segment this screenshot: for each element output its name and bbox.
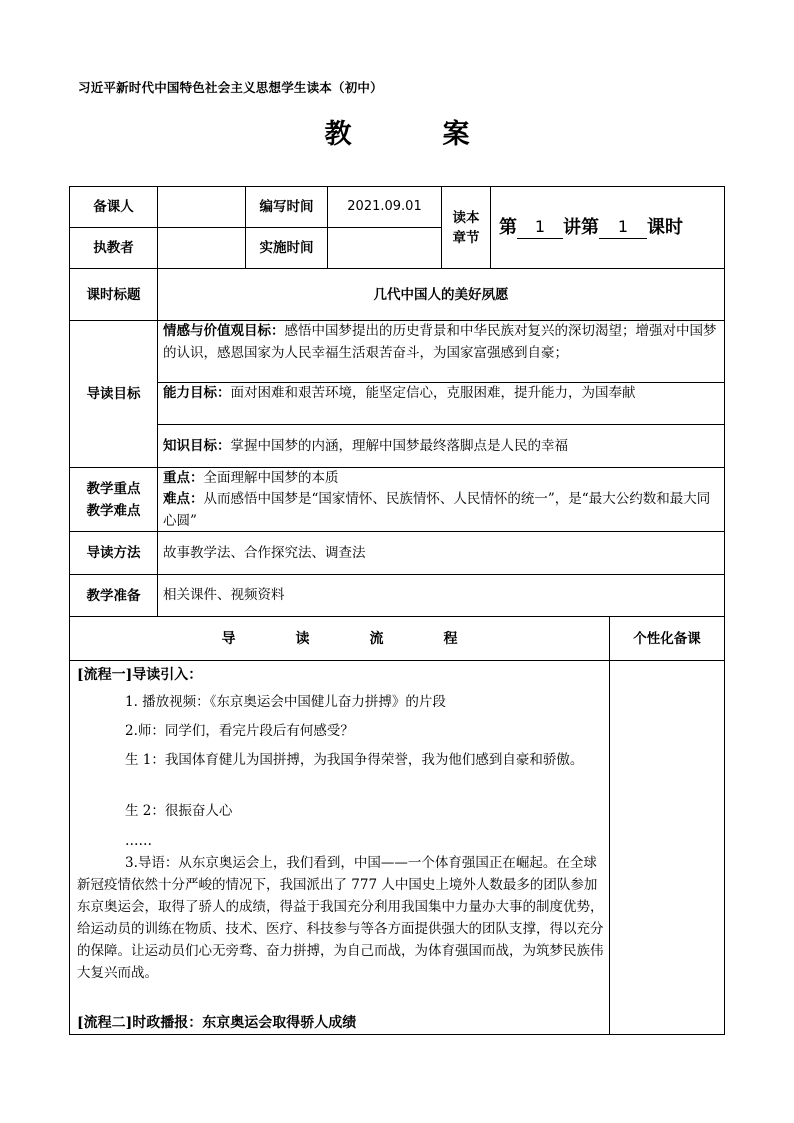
flow-heading-3: 流 xyxy=(369,630,384,647)
impl-time-value xyxy=(328,228,441,268)
prep-label: 教学准备 xyxy=(86,587,141,604)
chapter-label-line-1: 读本 xyxy=(452,209,480,226)
preparer-value xyxy=(158,187,245,227)
flow-heading xyxy=(70,617,609,660)
teacher-label: 执教者 xyxy=(93,240,134,256)
chapter-label xyxy=(442,187,490,268)
goal-ability xyxy=(163,382,719,404)
key-label: 重点： xyxy=(163,470,204,486)
prep-value: 相关课件、视频资料 xyxy=(163,587,285,603)
flow-paragraph-1: 1. 播放视频：《东京奥运会中国健儿奋力拼搏》的片段 xyxy=(125,694,446,710)
impl-time-label: 实施时间 xyxy=(259,240,314,256)
difficulty-label: 难点： xyxy=(163,491,204,507)
personal-prep-label: 个性化备课 xyxy=(633,630,701,647)
goal-knowledge-text: 掌握中国梦的内涵，理解中国梦最终落脚点是人民的幸福 xyxy=(230,438,568,454)
difficulty-text: 从而感悟中国梦是“国家情怀、民族情怀、人民情怀的统一”，是“最大公约数和最大同心圆” xyxy=(163,491,711,529)
focus-label xyxy=(70,468,157,531)
lesson-plan-table xyxy=(69,186,725,1034)
write-time-label: 编写时间 xyxy=(259,199,314,215)
focus-label-line-2: 教学难点 xyxy=(86,502,141,519)
goal-ability-label: 能力目标： xyxy=(163,385,231,401)
goal-emotion-text: 感悟中国梦提出的历史背景和中华民族对复兴的深切渴望；增强对中国梦的认识，感恩国家为人民幸福生活艰苦奋斗，为国家富强感到自豪； xyxy=(163,323,717,361)
doc-title-char-2: 案 xyxy=(442,119,470,150)
goal-knowledge-label: 知识目标： xyxy=(163,438,231,454)
difficulty-point xyxy=(163,488,719,532)
flow-heading-2: 读 xyxy=(295,630,310,647)
flow-paragraph-5: …… xyxy=(125,833,152,849)
flow-paragraph-3: 生 1：我国体育健儿为国拼搏，为我国争得荣誉，我为他们感到自豪和骄傲。 xyxy=(125,752,584,768)
step1-title: [流程一]导读引入： xyxy=(77,667,203,683)
chapter-value xyxy=(499,187,719,268)
book-title: 习近平新时代中国特色社会主义思想学生读本（初中） xyxy=(78,80,383,95)
chapter-label-line-2: 章节 xyxy=(452,229,480,246)
goal-emotion-label: 情感与价值观目标： xyxy=(163,323,285,339)
goals-label: 导读目标 xyxy=(86,386,141,402)
doc-title-char-1: 教 xyxy=(324,119,352,150)
lecture-number: 1 xyxy=(517,216,563,239)
flow-paragraph-2: 2.师：同学们，看完片段后有何感受？ xyxy=(125,723,354,739)
key-text: 全面理解中国梦的本质 xyxy=(203,470,339,486)
step2-title: [流程二]时政播报：东京奥运会取得骄人成绩 xyxy=(77,1015,357,1031)
lesson-title-value: 几代中国人的美好夙愿 xyxy=(373,286,509,303)
preparer-label: 备课人 xyxy=(93,199,134,215)
flow-heading-1: 导 xyxy=(221,630,236,647)
goal-ability-text: 面对困难和艰苦环境，能坚定信心，克服困难，提升能力，为国奉献 xyxy=(230,385,636,401)
method-label: 导读方法 xyxy=(86,545,141,561)
flow-heading-4: 程 xyxy=(443,630,458,647)
chapter-prefix: 第 xyxy=(499,216,517,238)
flow-paragraph-4: 生 2：很振奋人心 xyxy=(125,803,233,819)
focus-label-line-1: 教学重点 xyxy=(86,480,141,497)
teacher-value xyxy=(158,228,245,268)
key-point xyxy=(163,467,719,489)
lecture-mid: 讲第 xyxy=(563,216,599,238)
lesson-title-label: 课时标题 xyxy=(86,286,141,303)
goal-knowledge xyxy=(163,435,719,457)
method-value: 故事教学法、合作探究法、调查法 xyxy=(163,545,366,561)
goal-emotion xyxy=(163,320,719,364)
write-time-value: 2021.09.01 xyxy=(347,199,422,214)
flow-paragraph-6: 3.导语：从东京奥运会上，我们看到，中国——一个体育强国正在崛起。在全球新冠疫情依然十分严峻的情况下，我国派出了 777 人中国史上境外人数最多的团队参加东京奥运会，取得了骄人的成绩，得益于我国充分利用我国集中力量办大事的制度优势，给运动员的训练在物质、技术、医疗、科技参与等各方面提供强大的团队支撑，得以充分的保障。让运动员们心无旁骛、奋力拼搏，为自己而战，为体育强国而战，为筑梦民族伟大复兴而战。 xyxy=(77,855,604,981)
document-title xyxy=(0,112,794,151)
period-number: 1 xyxy=(599,216,647,239)
period-suffix: 课时 xyxy=(647,216,683,238)
